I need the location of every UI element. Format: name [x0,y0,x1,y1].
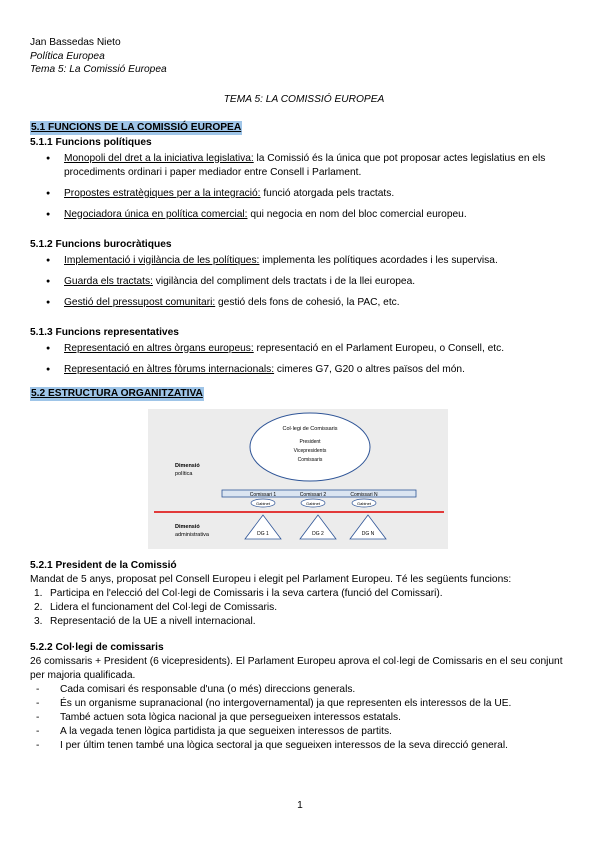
subsection-5-1-1-title: 5.1.1 Funcions polítiques [30,136,152,148]
item-label: Gestió del pressupost comunitari: [64,296,216,308]
dg-label: DG 2 [312,530,324,537]
list-item [30,187,578,201]
commissioner-label: Comissari N [350,491,378,498]
bureaucratic-functions-list [30,254,578,310]
cabinet-label: Gabinet [356,500,372,506]
item-text: Representació de la UE a nivell internacional. [50,615,256,627]
list-item: - I per últim tenen també una lògica sectoral ja que segueixen interessos de la seva direcció general. [30,739,578,753]
document-page [30,36,578,753]
college-line: Vicepresidents [293,447,327,454]
list-item: 2. Lidera el funcionament del Col·legi de Comissaris. [34,601,278,613]
author-name: Jan Bassedas Nieto [30,37,121,48]
item-label: Monopoli del dret a la iniciativa legislativa: [64,152,254,164]
dim-political-label: política [175,470,193,477]
list-item [30,254,578,268]
president-functions-list [30,587,578,629]
section-5-2-title: 5.2 ESTRUCTURA ORGANITZATIVA [31,387,203,399]
item-label: Guarda els tractats: [64,275,153,287]
dim-admin-label: administrativa [175,531,209,538]
document-header [30,36,578,77]
item-label: Implementació i vigilància de les polítiques: [64,254,260,266]
item-label: Representació en àltres fòrums internacionals: [64,363,275,375]
item-text: representació en el Parlament Europeu, o Consell, etc. [253,342,505,354]
list-item [30,152,578,180]
dg-label: DG 1 [257,530,269,537]
subsection-5-2-1-title: 5.2.1 President de la Comissió [30,559,177,571]
item-text: funció atorgada pels tractats. [260,187,395,199]
commissioner-label: Comissari 2 [299,491,327,498]
college-line: Comissaris [297,456,323,463]
item-text: Participa en l'elecció del Col·legi de Comissaris i la seva cartera (funció del Comissari). [50,587,443,599]
list-item: 1. Participa en l'elecció del Col·legi de Comissaris i la seva cartera (funció del Comissari). [34,587,443,599]
college-features-list [30,683,578,753]
list-item: - A la vegada tenen lògica partidista ja que segueixen interessos de partits. [30,725,578,739]
commissioner-label: Comissari 1 [249,491,277,498]
item-label: Negociadora única en política comercial: [64,208,248,220]
subsection-5-2-2-title: 5.2.2 Col·legi de comissaris [30,641,164,653]
page-number: 1 [297,800,303,811]
political-functions-list [30,152,578,222]
item-text: cimeres G7, G20 o altres països del món. [274,363,465,375]
list-item [30,208,578,222]
item-text: Lidera el funcionament del Col·legi de Comissaris. [50,601,278,613]
subsection-5-1-2-title: 5.1.2 Funcions burocràtiques [30,238,172,250]
item-text: implementa les polítiques acordades i les supervisa. [259,254,498,266]
college-intro: 26 comissaris + President (6 vicepresidents). El Parlament Europeu aprova el col·legi de Comissaris en el seu conjunt per majoria qualificada. [30,655,563,681]
list-item: - És un organisme supranacional (no intergovernamental) ja que representen els interessos de la UE. [30,697,578,711]
college-title: Col·legi de Comissaris [282,425,338,432]
section-5-2 [30,387,578,753]
list-item: - També actuen sota lògica nacional ja que persegueixen interessos estatals. [30,711,578,725]
section-5-1-title: 5.1 FUNCIONS DE LA COMISSIÓ EUROPEA [31,121,242,133]
section-5-1 [30,121,578,377]
college-ellipse [250,413,370,481]
item-label: Propostes estratègiques per a la integració: [64,187,261,199]
list-item [30,342,578,356]
document-title: TEMA 5: LA COMISSIÓ EUROPEA [223,93,385,105]
item-text: qui negocia en nom del bloc comercial europeu. [247,208,467,220]
subsection-5-1-3-title: 5.1.3 Funcions representatives [30,326,179,338]
dim-admin-label: Dimensió [175,523,200,530]
structure-diagram [148,409,448,549]
list-item: - Cada comisari és responsable d'una (o més) direccions generals. [30,683,578,697]
representative-functions-list [30,342,578,377]
item-text: la Comissió és la única que pot proposar actes legislatius en els procediments ordinari i paper mediador entre Consell i Parlament. [64,152,546,178]
college-line: President [299,438,321,445]
cabinet-label: Gabinet [255,500,271,506]
list-item [30,363,578,377]
dim-political-label: Dimensió [175,462,200,469]
item-text: gestió dels fons de cohesió, la PAC, etc. [215,296,400,308]
item-text: vigilància del compliment dels tractats i de la llei europea. [152,275,416,287]
president-intro: Mandat de 5 anys, proposat pel Consell Europeu i elegit pel Parlament Europeu. Té les següents funcions: [30,573,512,585]
structure-diagram-svg [148,409,448,549]
topic-name: Tema 5: La Comissió Europea [30,64,167,75]
list-item [30,275,578,289]
item-label: Representació en altres òrgans europeus: [64,342,254,354]
course-name: Política Europea [30,50,105,62]
list-item: 3. Representació de la UE a nivell internacional. [34,615,256,627]
dg-label: DG N [361,530,375,537]
list-item [30,296,578,310]
cabinet-label: Gabinet [305,500,321,506]
